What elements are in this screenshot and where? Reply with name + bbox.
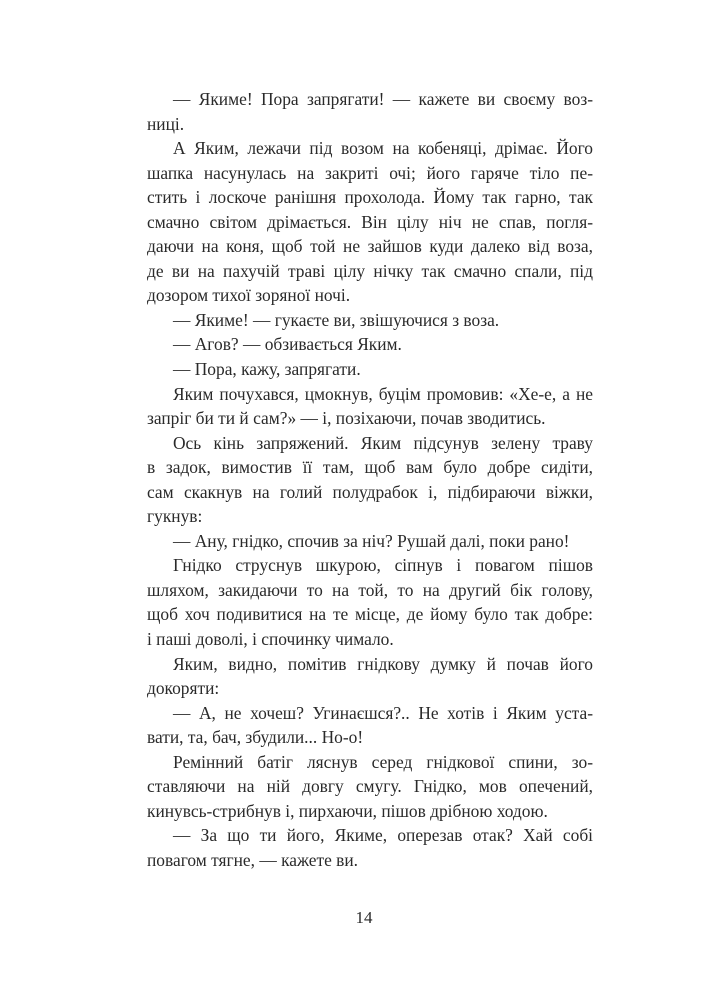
paragraph xyxy=(147,750,593,824)
paragraph xyxy=(147,382,593,431)
text-line: ниці. xyxy=(147,113,185,134)
text-line: даючи на коня, щоб той не зайшов куди далеко від воза, xyxy=(147,236,593,257)
text-line: шляхом, закидаючи то на той, то на другий бік голову, xyxy=(147,579,593,600)
paragraph xyxy=(147,431,593,529)
text-line: де ви на пахучій траві цілу нічку так смачно спали, під xyxy=(147,260,593,281)
paragraph xyxy=(147,136,593,308)
page-number: 14 xyxy=(355,908,373,927)
text-line: сам скакнув на голий полудрабок і, підбираючи віжки, xyxy=(147,481,593,502)
text-line: Ось кінь запряжений. Яким підсунув зелену траву xyxy=(173,432,593,453)
text-line: — Пора, кажу, запрягати. xyxy=(173,359,361,380)
text-line: в задок, вимостив її там, щоб вам було добре сидіти, xyxy=(147,457,593,478)
paragraph xyxy=(147,529,593,554)
text-line: щоб хоч подивитися на те місце, де йому було так добре: xyxy=(147,604,593,625)
text-line: — Якиме! — гукаєте ви, звішуючися з воза. xyxy=(173,309,500,330)
text-line: смачно світом дрімається. Він цілу ніч не спав, погля- xyxy=(147,211,593,232)
text-line: запріг би ти й сам?» — і, позіхаючи, почав зводитись. xyxy=(147,408,546,429)
text-line: Яким почухався, цмокнув, буцім промовив: «Хе-е, а не xyxy=(173,383,593,404)
text-line: А Яким, лежачи під возом на кобеняці, дрімає. Його xyxy=(173,138,593,159)
text-line: дозором тихої зоряної ночі. xyxy=(147,285,351,306)
text-line: Гнідко струснув шкурою, сіпнув і повагом пішов xyxy=(173,555,593,576)
body-text xyxy=(147,87,593,873)
paragraph xyxy=(147,553,593,651)
text-line: — Агов? — обзивається Яким. xyxy=(173,334,402,355)
text-line: ставляючи на ній довгу смугу. Гнідко, мов опечений, xyxy=(147,776,593,797)
text-line: — За що ти його, Якиме, оперезав отак? Хай собі xyxy=(173,825,593,846)
text-line: Ремінний батіг ляснув серед гнідкової спини, зо- xyxy=(173,751,593,772)
paragraph xyxy=(147,652,593,701)
text-line: докоряти: xyxy=(147,678,220,699)
text-line: шапка насунулась на закриті очі; його гаряче тіло пе- xyxy=(147,162,593,183)
paragraph xyxy=(147,823,593,872)
text-line: Яким, видно, помітив гнідкову думку й почав його xyxy=(173,653,593,674)
text-line: і паші доволі, і спочинку чимало. xyxy=(147,629,394,650)
text-line: — Ану, гнідко, спочив за ніч? Рушай далі, поки рано! xyxy=(173,530,570,551)
paragraph xyxy=(147,87,593,136)
text-line: вати, та, бач, збудили... Но-о! xyxy=(147,727,364,748)
text-line: кинувсь-стрибнув і, пирхаючи, пішов дрібною ходою. xyxy=(147,800,548,821)
text-line: — А, не хочеш? Угинаєшся?.. Не хотів і Яким уста- xyxy=(173,702,593,723)
paragraph xyxy=(147,308,593,333)
text-line: гукнув: xyxy=(147,506,203,527)
text-line: стить і лоскоче ранішня прохолода. Йому так гарно, так xyxy=(147,187,593,208)
paragraph xyxy=(147,332,593,357)
paragraph xyxy=(147,701,593,750)
paragraph xyxy=(147,357,593,382)
text-line: повагом тягне, — кажете ви. xyxy=(147,849,359,870)
text-line: — Якиме! Пора запрягати! — кажете ви своєму воз- xyxy=(173,89,593,109)
